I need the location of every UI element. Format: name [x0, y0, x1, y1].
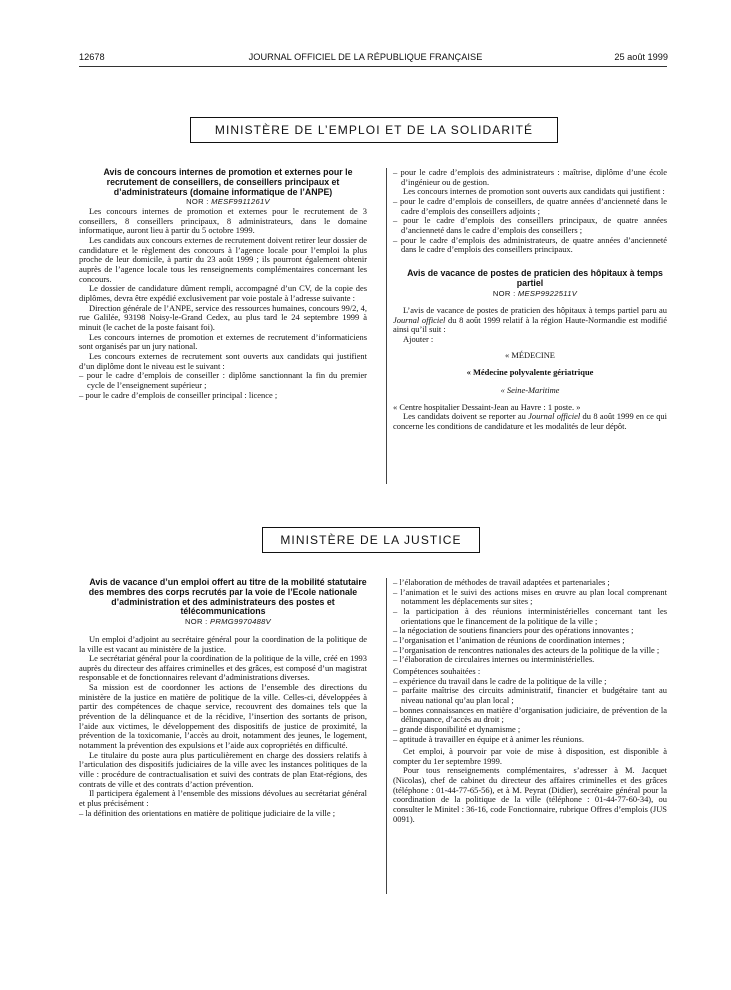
list-item: – la définition des orientations en matière de politique judiciaire de la ville ;: [79, 807, 336, 818]
nor-reference: NOR : PRMG9970488V: [184, 617, 272, 627]
page-number: 12678: [79, 52, 105, 62]
notice-title: Avis de vacance d’un emploi offert au titre de la mobilité statutaire des membres des corps recrutés par la voie de l’Ecole nationale d’administration et des administrateurs des postes et télécommunications: [88, 577, 367, 617]
list-item: – pour le cadre d’emplois des administrateurs, de quatre années d’ancienneté dans le cadre d’emplois des conseillers principaux.: [393, 234, 667, 255]
list-item: – grande disponibilité et dynamisme ;: [393, 723, 521, 734]
paragraph: Il participera également à l’ensemble des missions dévolues au secrétariat général et plus précisément :: [79, 788, 367, 808]
list-item: – pour le cadre d’emplois des conseillers principaux, de quatre années d’ancienneté dans le cadre d’emplois des conseillers ;: [393, 215, 667, 235]
list-item: – pour le cadre d’emplois de conseiller : diplôme sanctionnant la fin du premier cycle de l’enseignement supérieur ;: [79, 370, 367, 390]
list-item: – la participation à des réunions interministérielles concernant tant les orientations que le financement de la politique de la ville ;: [393, 605, 667, 626]
list-item: – parfaite maîtrise des circuits administratif, financier et budgétaire tant au niveau national qu’au plan local ;: [393, 685, 667, 705]
list-item: – expérience du travail dans le cadre de la politique de la ville ;: [393, 675, 607, 686]
specialty: « MÉDECINE: [505, 349, 555, 360]
list-item: – l’organisation et l’animation de réunions de coordination internes ;: [393, 634, 625, 645]
running-header: [0, 52, 731, 66]
paragraph: Pour tous renseignements complémentaires, s’adresser à M. Jacquet (Nicolas), chef de cabinet du directeur des affaires criminelles et des grâces (téléphone : 01-44-77-65-56), et à M. Peyrat (Didier), secrétaire général pour la coordination de la politique de la ville (téléphone : 01-44-77-60-34), ou consulter le Minitel : 36-16, code Fonctionnaire, rubrique Offres d’emplois (JUS 0091).: [393, 765, 667, 824]
list-item: – la négociation de soutiens financiers pour des opérations innovantes ;: [393, 625, 634, 636]
paragraph: Les concours internes de promotion et externes de recrutement d’informaticiens sont organisés par un jury national.: [79, 331, 367, 352]
issue-date: 25 août 1999: [614, 52, 668, 62]
paragraph: Le titulaire du poste aura plus particulièrement en charge des dossiers relatifs à l’articulation des dispositifs judiciaires de la ville avec les instances politiques de la ville : procédure de contractualisation et suivi des contrats de plan Etat-régions, des contrats de ville et des contrats d’action prévention.: [79, 749, 367, 789]
paragraph: Le dossier de candidature dûment rempli, accompagné d’un CV, de la copie des diplômes, devra être expédié exclusivement par voie postale à l’adresse suivante :: [79, 283, 367, 303]
skills-title: Compétences souhaitées :: [393, 665, 481, 676]
ministry-title: MINISTÈRE DE L’EMPLOI ET DE LA SOLIDARITÉ: [214, 123, 534, 137]
column-divider: [386, 578, 387, 894]
ministry-title-box: [190, 117, 558, 143]
notice-justice-continued: [393, 578, 667, 824]
nor-reference: NOR : MESF9911261V: [186, 197, 270, 207]
list-item: – pour le cadre d’emplois de conseiller principal : licence ;: [79, 389, 278, 400]
paragraph: Les concours internes de promotion et externes pour le recrutement de 3 conseillers, 8 conseillers principaux, 8 administrateurs, dans le domaine informatique, auront lieu à partir du 5 octobre 1999.: [79, 206, 367, 236]
paragraph: Cet emploi, à pourvoir par voie de mise à disposition, est disponible à compter du 1er septembre 1999.: [393, 746, 667, 766]
list-item: – pour le cadre d’emplois des administrateurs : maîtrise, diplôme d’une école d’ingénieur ou de gestion.: [393, 167, 667, 187]
paragraph: Un emploi d’adjoint au secrétaire général pour la coordination de la politique de la ville est vacant au ministère de la justice.: [79, 633, 367, 654]
notice-title: Avis de vacance de postes de praticien des hôpitaux à temps partiel: [407, 267, 663, 288]
paragraph: Les candidats aux concours externes de recrutement doivent retirer leur dossier de candidature et le règlement des concours à l’agence locale pour l’emploi la plus proche de leur domicile, à partir du 23 août 1999 ; ils pourront également obtenir auprès de l’agence locale tous les renseignements complémentaires concernant les concours.: [79, 235, 367, 284]
notice-anpe: [79, 168, 367, 400]
paragraph: L’avis de vacance de postes de praticien des hôpitaux à temps partiel paru au Journal officiel du 8 août 1999 relatif à la région Haute-Normandie est modifié ainsi qu’il suit :: [393, 305, 667, 335]
column-divider: [386, 168, 387, 484]
ministry-title-box: [262, 527, 480, 553]
hospital-post: « Centre hospitalier Dessaint-Jean au Havre : 1 poste. »: [393, 401, 581, 412]
list-item: – l’organisation de rencontres nationales des acteurs de la politique de la ville ;: [393, 644, 660, 655]
paragraph: Le secrétariat général pour la coordination de la politique de la ville, créé en 1993 auprès du directeur des affaires criminelles et des grâces, est composé d’un magistrat responsable et de fonctionnaires relevant d’administrations diverses.: [79, 653, 367, 683]
list-item: – aptitude à travailler en équipe et à animer les réunions.: [393, 733, 584, 744]
list-item: – l’élaboration de méthodes de travail adaptées et partenariales ;: [393, 577, 610, 587]
paragraph: Les candidats doivent se reporter au Journal officiel du 8 août 1999 en ce qui concerne les conditions de candidature et les modalités de leur dépôt.: [393, 411, 667, 432]
ministry-title: MINISTÈRE DE LA JUSTICE: [280, 533, 462, 547]
nor-reference: NOR : MESP9922511V: [492, 288, 578, 298]
paragraph: Direction générale de l’ANPE, service des ressources humaines, concours 99/2, 4, rue Galilée, 93198 Noisy-le-Grand Cedex, au plus tard le 24 septembre 1999 à minuit (le cachet de la poste faisant foi).: [79, 302, 367, 332]
region: « Seine-Maritime: [500, 385, 560, 396]
paragraph: Les concours internes de promotion sont ouverts aux candidats qui justifient :: [403, 186, 665, 197]
journal-title: JOURNAL OFFICIEL DE LA RÉPUBLIQUE FRANÇAISE: [248, 52, 483, 62]
list-item: – l’animation et le suivi des actions mises en œuvre au plan local comprenant notamment les déplacements sur sites ;: [393, 586, 667, 607]
list-item: – l’élaboration de circulaires internes ou interministérielles.: [393, 654, 595, 665]
list-item: – pour le cadre d’emplois de conseillers, de quatre années d’ancienneté dans le cadre d’emplois des conseillers adjoints ;: [393, 195, 667, 216]
list-item: – bonnes connaissances en matière d’organisation judiciaire, de prévention de la délinquance, d’accès au droit ;: [393, 704, 667, 725]
notice-justice: [79, 578, 367, 818]
paragraph: Sa mission est de coordonner les actions de l’ensemble des directions du ministère de la justice en matière de politique de la ville. Celles-ci, développées à partir des compétences de chaque service, recouvrent des domaines tels que la prévention de la délinquance et de la récidive, l’insertion des sortants de prison, l’aide aux victimes, le développement des dispositifs de justice de proximité, la prévention de la toxicomanie, l’accès au droit, notamment des jeunes, le logement, notamment la prévention des expulsions et l’aide aux copropriétés en difficulté.: [79, 682, 367, 751]
notice-anpe-continued: [393, 168, 667, 432]
sub-specialty: « Médecine polyvalente gériatrique: [466, 367, 594, 378]
paragraph: Ajouter :: [403, 334, 434, 345]
paragraph: Les concours externes de recrutement sont ouverts aux candidats qui justifient d’un diplôme dont le niveau est le suivant :: [79, 350, 367, 371]
notice-title: Avis de concours internes de promotion et externes pour le recrutement de conseillers, de conseillers principaux et d’administrateurs (domaine informatique de l’ANPE): [103, 167, 353, 197]
header-rule: [79, 66, 667, 67]
